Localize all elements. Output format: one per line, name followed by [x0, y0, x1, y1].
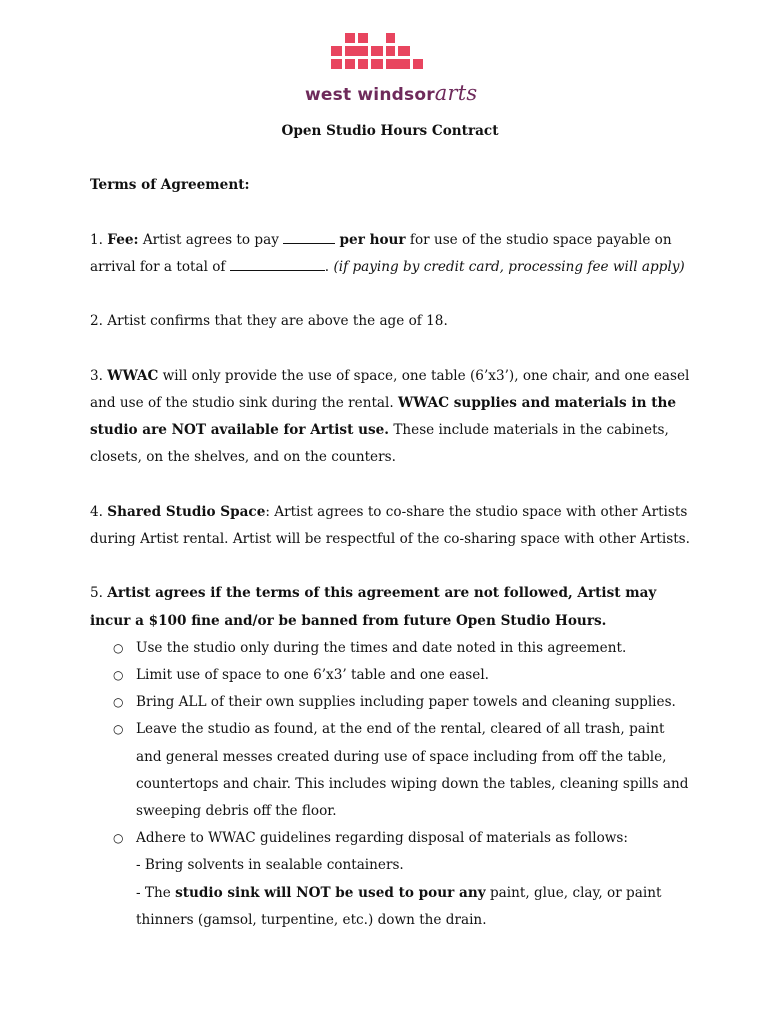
logo-block [386, 59, 410, 69]
contract-body [90, 118, 690, 934]
page-title: Open Studio Hours Contract [281, 123, 499, 139]
wwac-label: WWAC [107, 367, 159, 384]
logo-block [386, 33, 395, 43]
section-age: 2. Artist confirms that they are above the age of 18. [90, 313, 448, 330]
shared-space-label: Shared Studio Space [107, 503, 266, 520]
logo-block [371, 59, 383, 69]
sink-rule-text: paint, glue, clay, or paint thinners (gamsol, turpentine, etc.) down the drain. [136, 884, 662, 928]
section-space [90, 363, 690, 472]
logo-script: arts [434, 81, 478, 105]
logo-wordmark [305, 81, 477, 105]
per-hour-label: per hour [339, 231, 406, 248]
logo-block [358, 59, 368, 69]
list-item-text: Bring ALL of their own supplies including paper towels and cleaning supplies. [136, 694, 676, 711]
list-item [113, 662, 690, 689]
solvents-rule: - Bring solvents in sealable containers. [136, 857, 404, 874]
section-terms-violation [90, 580, 690, 634]
list-item-text: Use the studio only during the times and date noted in this agreement. [136, 639, 627, 656]
list-item-text: Adhere to WWAC guidelines regarding disposal of materials as follows: [136, 830, 628, 847]
bullet-marker: ○ [113, 667, 124, 682]
list-item [113, 635, 690, 662]
logo-block [398, 46, 410, 56]
total-blank[interactable] [230, 255, 325, 271]
violation-warning: Artist agrees if the terms of this agreement are not followed, Artist may incur a $100 fine and/or be banned from future Open Studio Hours. [90, 585, 657, 629]
section-shared-space [90, 499, 690, 553]
sink-rule-bold: studio sink will NOT be used to pour any [175, 884, 486, 901]
list-item-text: Leave the studio as found, at the end of the rental, cleared of all trash, paint and general messes created during use of space including from off the table, countertops and chair. This includes wiping down the tables, cleaning spills and sweeping debris off the floor. [136, 721, 689, 819]
rules-list [90, 635, 690, 934]
hourly-rate-blank[interactable] [283, 228, 335, 244]
logo-block [331, 46, 342, 56]
logo-block [331, 59, 342, 69]
terms-heading-text: Terms of Agreement: [90, 177, 250, 194]
list-item [113, 825, 690, 934]
section-number: 5. [90, 585, 108, 602]
bullet-marker: ○ [113, 695, 124, 710]
bullet-marker: ○ [113, 722, 124, 737]
bullet-marker: ○ [113, 831, 124, 846]
fee-text-2: for use of the studio space payable on arrival for a total of [90, 231, 672, 275]
shared-space-text: : Artist agrees to co-share the studio space with other Artists during Artist rental. Artist will be respectful of the co-sharing space with other Artists. [90, 503, 690, 547]
credit-card-note: (if paying by credit card, processing fee will apply) [333, 258, 685, 275]
logo-block [413, 59, 423, 69]
fee-text: Artist agrees to pay [138, 231, 284, 248]
fee-text-3: . [324, 258, 334, 275]
bullet-marker: ○ [113, 640, 124, 655]
logo-block [345, 59, 355, 69]
space-text-2: These include materials in the cabinets, closets, on the shelves, and on the counters. [90, 422, 669, 466]
logo-block [345, 46, 368, 56]
logo-word: west windsor [305, 85, 435, 105]
list-item [113, 716, 690, 825]
list-item-text: Limit use of space to one 6’x3’ table and one easel. [136, 666, 489, 683]
fee-label: Fee: [107, 231, 139, 248]
space-text: will only provide the use of space, one table (6’x3’), one chair, and one easel and use of the studio sink during the rental. [90, 367, 690, 411]
section-number: 4. [90, 503, 108, 520]
logo-block [358, 33, 368, 43]
terms-heading [90, 172, 690, 199]
list-item [113, 689, 690, 716]
supplies-warning: WWAC supplies and materials in the studio are NOT available for Artist use. [90, 394, 677, 439]
logo-block [386, 46, 395, 56]
section-number: 1. [90, 231, 108, 248]
sink-rule-prefix: - The [136, 884, 176, 901]
section-number: 3. [90, 367, 108, 384]
logo-block [371, 46, 383, 56]
section-fee [90, 227, 690, 281]
west-windsor-arts-logo [305, 33, 478, 105]
logo-block [345, 33, 355, 43]
